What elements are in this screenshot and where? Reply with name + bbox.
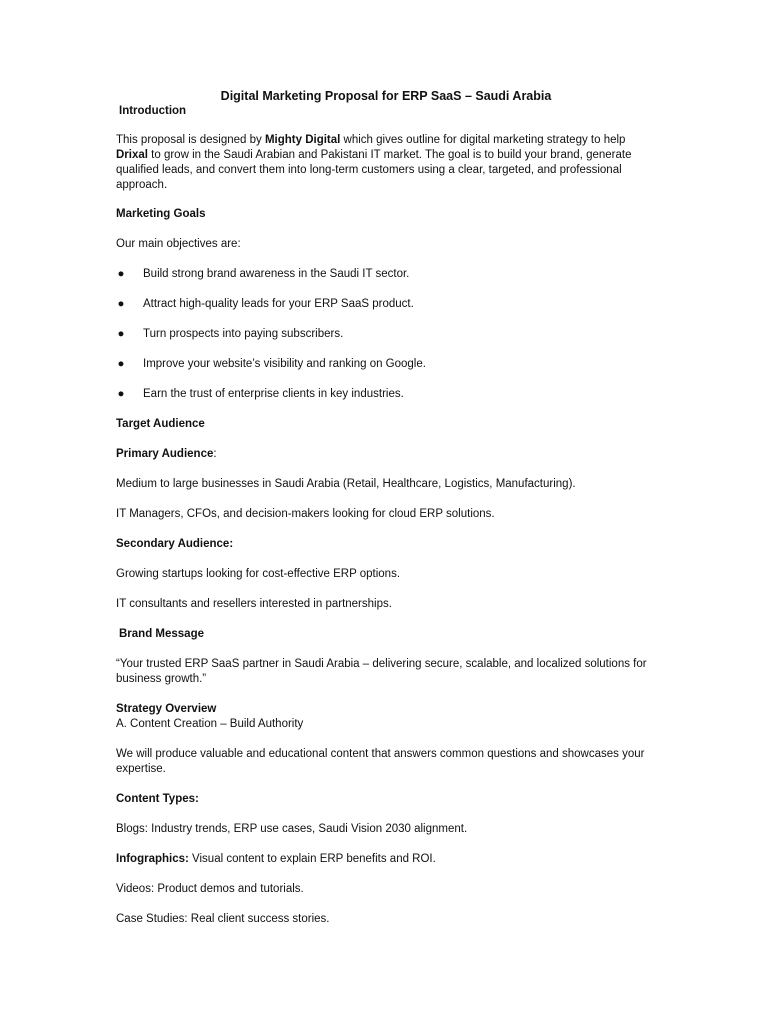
intro-text-2: which gives outline for digital marketing strategy to help [340, 134, 626, 146]
strategy-subheading-a: A. Content Creation – Build Authority [116, 718, 304, 730]
list-item [116, 357, 656, 372]
list-item [116, 297, 656, 312]
primary-audience-1: Medium to large businesses in Saudi Arabia (Retail, Healthcare, Logistics, Manufacturing). [116, 478, 576, 490]
content-type-videos: Videos: Product demos and tutorials. [116, 883, 304, 895]
secondary-audience-2: IT consultants and resellers interested in partnerships. [116, 598, 392, 610]
client-name: Drixal [116, 149, 148, 161]
document-page [116, 88, 656, 927]
goal-text: Attract high-quality leads for your ERP SaaS product. [143, 298, 414, 310]
bullet-icon: ● [117, 388, 125, 400]
intro-text-3: to grow in the Saudi Arabian and Pakistani IT market. The goal is to build your brand, generate qualified leads, and convert them into long-term customers using a clear, targeted, and professional approach. [116, 149, 632, 191]
secondary-audience-1: Growing startups looking for cost-effective ERP options. [116, 568, 401, 580]
content-type-infographics [116, 852, 656, 867]
content-type-case-studies: Case Studies: Real client success stories. [116, 913, 330, 925]
document-title: Digital Marketing Proposal for ERP SaaS – Saudi Arabia [220, 89, 552, 103]
goals-list [116, 267, 656, 402]
primary-audience-heading [116, 447, 656, 462]
goal-text: Build strong brand awareness in the Saudi IT sector. [143, 268, 410, 280]
goals-lead: Our main objectives are: [116, 238, 241, 250]
list-item [116, 267, 656, 282]
intro-paragraph [116, 133, 656, 193]
intro-text-1: This proposal is designed by [116, 134, 265, 146]
intro-heading: Introduction [119, 105, 187, 117]
brand-heading: Brand Message [119, 628, 205, 640]
strategy-paragraph: We will produce valuable and educational content that answers common questions and showcases your expertise. [116, 748, 645, 775]
bullet-icon: ● [117, 358, 125, 370]
brand-quote: “Your trusted ERP SaaS partner in Saudi Arabia – delivering secure, scalable, and localized solutions for business growth.” [116, 658, 647, 685]
content-type-blogs: Blogs: Industry trends, ERP use cases, Saudi Vision 2030 alignment. [116, 823, 468, 835]
audience-heading: Target Audience [116, 418, 205, 430]
infographics-label: Infographics: [116, 853, 189, 865]
goal-text: Earn the trust of enterprise clients in key industries. [143, 388, 404, 400]
primary-audience-colon: : [213, 448, 217, 460]
secondary-audience-heading: Secondary Audience: [116, 538, 234, 550]
goal-text: Improve your website’s visibility and ranking on Google. [143, 358, 426, 370]
content-types-heading: Content Types: [116, 793, 199, 805]
agency-name: Mighty Digital [264, 134, 341, 146]
bullet-icon: ● [117, 328, 125, 340]
goal-text: Turn prospects into paying subscribers. [143, 328, 344, 340]
goals-heading: Marketing Goals [116, 208, 206, 220]
bullet-icon: ● [117, 298, 125, 310]
list-item [116, 327, 656, 342]
primary-audience-label: Primary Audience [116, 448, 214, 460]
list-item [116, 387, 656, 402]
infographics-text: Visual content to explain ERP benefits and ROI. [188, 853, 436, 865]
bullet-icon: ● [117, 268, 125, 280]
strategy-heading: Strategy Overview [116, 703, 217, 715]
primary-audience-2: IT Managers, CFOs, and decision-makers looking for cloud ERP solutions. [116, 508, 495, 520]
